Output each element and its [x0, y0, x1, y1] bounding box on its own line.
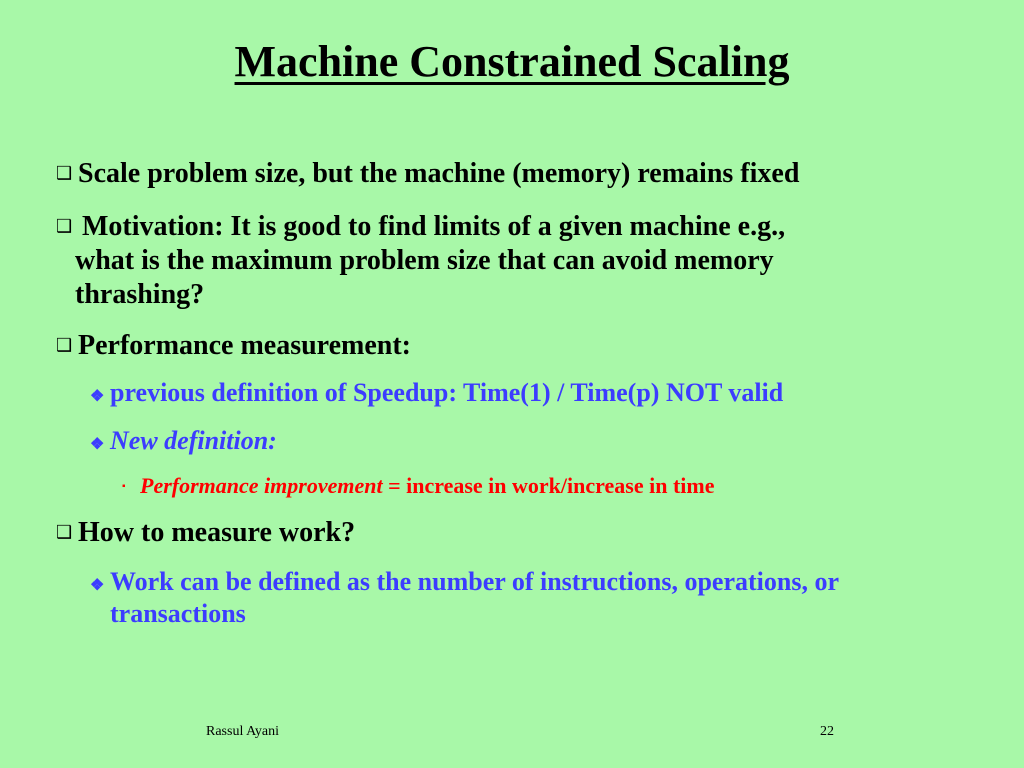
- bullet-text: New definition:: [110, 426, 277, 455]
- bullet-measure-work: [56, 516, 976, 552]
- diamond-bullet-icon: ❖: [90, 388, 105, 405]
- bullet-text: = increase in work/increase in time: [382, 473, 715, 498]
- sub-bullet-new-definition: [90, 425, 1000, 461]
- bullet-text-line-3: thrashing?: [75, 279, 205, 310]
- italic-term: Performance improvement: [140, 473, 383, 498]
- bullet-text-line-1: Motivation: It is good to find limits of a given machine e.g.,: [82, 211, 786, 242]
- diamond-bullet-icon: ❖: [90, 436, 105, 453]
- bullet-scale-problem: [56, 157, 976, 193]
- square-bullet-icon: ❑: [56, 335, 73, 355]
- bullet-text-block: [140, 472, 982, 500]
- sub-bullet-previous-definition: [90, 377, 1000, 413]
- sub-bullet-work-definition: [90, 566, 1000, 630]
- diamond-bullet-icon: ❖: [90, 577, 105, 594]
- bullet-text-line-2: what is the maximum problem size that can avoid memory: [75, 245, 774, 276]
- bullet-text: How to measure work?: [78, 517, 356, 548]
- footer-author: Rassul Ayani: [206, 724, 279, 739]
- square-bullet-icon: ❑: [56, 522, 73, 542]
- bullet-text: Scale problem size, but the machine (memory) remains fixed: [78, 158, 800, 189]
- square-bullet-icon: ❑: [56, 216, 73, 236]
- footer-page-number: 22: [820, 724, 834, 739]
- small-square-bullet-icon: ▪: [122, 481, 126, 492]
- bullet-performance-measurement: [56, 329, 976, 365]
- slide-title: Machine Constrained Scaling: [234, 37, 790, 86]
- bullet-text-block: [75, 210, 976, 312]
- bullet-text-line-2: transactions: [110, 599, 246, 628]
- bullet-text-line-1: Work can be defined as the number of instructions, operations, or: [110, 567, 839, 596]
- sub-sub-bullet-performance-improvement: [122, 472, 982, 505]
- bullet-text: previous definition of Speedup: Time(1) / Time(p) NOT valid: [110, 378, 784, 407]
- square-bullet-icon: ❑: [56, 163, 73, 183]
- bullet-text: Performance measurement:: [78, 330, 412, 361]
- bullet-motivation: [56, 210, 976, 312]
- bullet-text-block: [110, 566, 1000, 630]
